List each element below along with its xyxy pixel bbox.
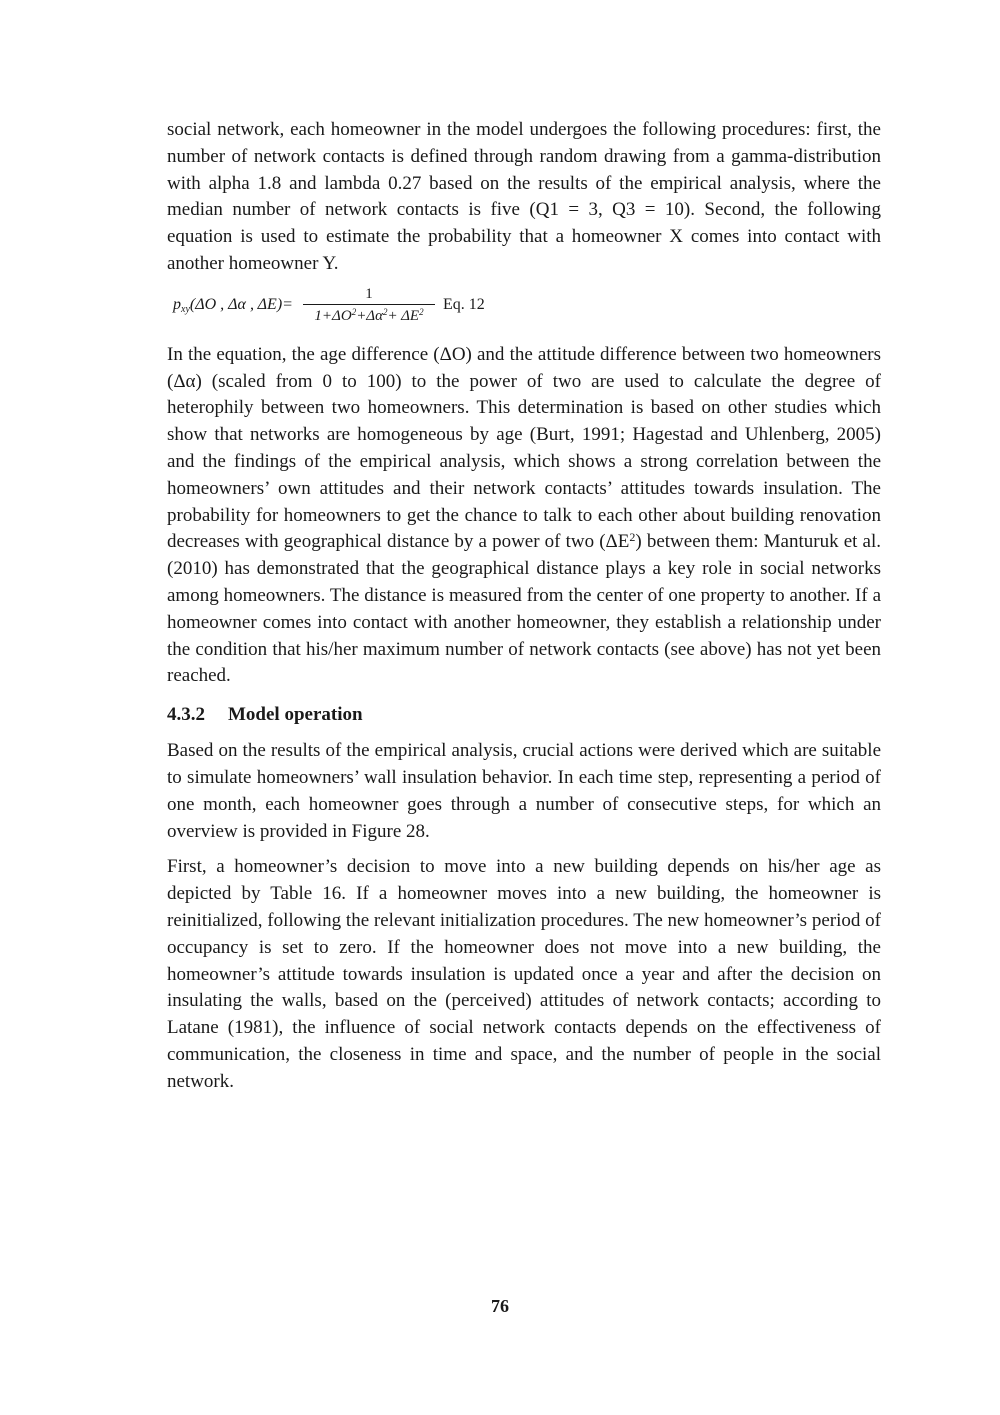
equation-numerator: 1 bbox=[365, 285, 373, 302]
paragraph-homeowner-decision: First, a homeowner’s decision to move into a new building depends on his/her age as depicted by Table 16. If a homeowner moves into a new building, the homeowner is reinitialized, following the relevant initialization procedures. The new homeowner’s period of occupancy is set to zero. If the homeowner does not move into a new building, the homeowner’s attitude towards insulation is updated once a year and after the decision on insulating the walls, based on the (perceived) attitudes of network contacts; according to Latane (1981), the influence of social network contacts depends on the effectiveness of communication, the closeness in time and space, and the number of people in the social network. bbox=[167, 856, 881, 1092]
equation-12 bbox=[167, 284, 881, 336]
equation-denominator bbox=[303, 306, 435, 326]
equation-lhs-args: (ΔO , Δα , ΔE)= bbox=[189, 295, 293, 313]
equation-den-term-1: 1+ΔO bbox=[314, 307, 352, 324]
equation-exponent-1: 2 bbox=[351, 306, 357, 317]
paragraph-heterophily bbox=[167, 342, 881, 690]
superscript-two: 2 bbox=[629, 530, 636, 545]
paragraph-heterophily-part-a: In the equation, the age difference (ΔO) and the attitude difference between two homeowners (Δα) (scaled from 0 to 100) to the power of two are used to calculate the degree of heterophily between two homeowners. This determination is based on other studies which show that networks are homogeneous by age (Burt, 1991; Hagestad and Uhlenberg, 2005) and the findings of the empirical analysis, which shows a strong correlation between the homeowners’ own attitudes and their network contacts’ attitudes towards insulation. The probability for homeowners to get the chance to talk to each other about building renovation decreases with geographical distance by a power of two (ΔE bbox=[167, 343, 881, 553]
section-title: Model operation bbox=[228, 704, 363, 726]
equation-label: Eq. 12 bbox=[443, 295, 485, 313]
equation-lhs-p: p bbox=[173, 295, 181, 313]
equation-exponent-3: 2 bbox=[419, 306, 424, 317]
section-heading bbox=[167, 702, 881, 728]
equation-exponent-2: 2 bbox=[383, 306, 388, 317]
paragraph-model-operation: Based on the results of the empirical analysis, crucial actions were derived which are suitable to simulate homeowners’ wall insulation behavior. In each time step, representing a period of one month, each homeowner goes through a number of consecutive steps, for which an overview is provided in Figure 28. bbox=[167, 740, 881, 842]
equation-den-term-2: +Δα bbox=[356, 307, 383, 324]
paragraph-network-procedures: social network, each homeowner in the model undergoes the following procedures: first, the number of network contacts is defined through random drawing from a gamma-distribution with alpha 1.8 and lambda 0.27 based on the results of the empirical analysis, where the median number of network contacts is five (Q1 = 3, Q3 = 10). Second, the following equation is used to estimate the probability that a homeowner X comes into contact with another homeowner Y. bbox=[167, 119, 881, 274]
paragraph-heterophily-part-b: ) between them: Manturuk et al. (2010) has demonstrated that the geographical distance plays a key role in social networks among homeowners. The distance is measured from the center of one property to another. If a homeowner comes into contact with another homeowner, they establish a relationship under the condition that his/her maximum number of network contacts (see above) has not yet been reached. bbox=[167, 531, 881, 687]
page-body bbox=[167, 117, 881, 1096]
equation-fraction bbox=[303, 284, 435, 326]
equation-lhs bbox=[173, 296, 293, 314]
equation-lhs-subscript: xy bbox=[181, 303, 190, 315]
equation-fraction-bar bbox=[303, 304, 435, 305]
section-number: 4.3.2 bbox=[167, 704, 205, 726]
equation-den-term-3: + ΔE bbox=[387, 307, 420, 324]
page-number: 76 bbox=[491, 1296, 509, 1316]
